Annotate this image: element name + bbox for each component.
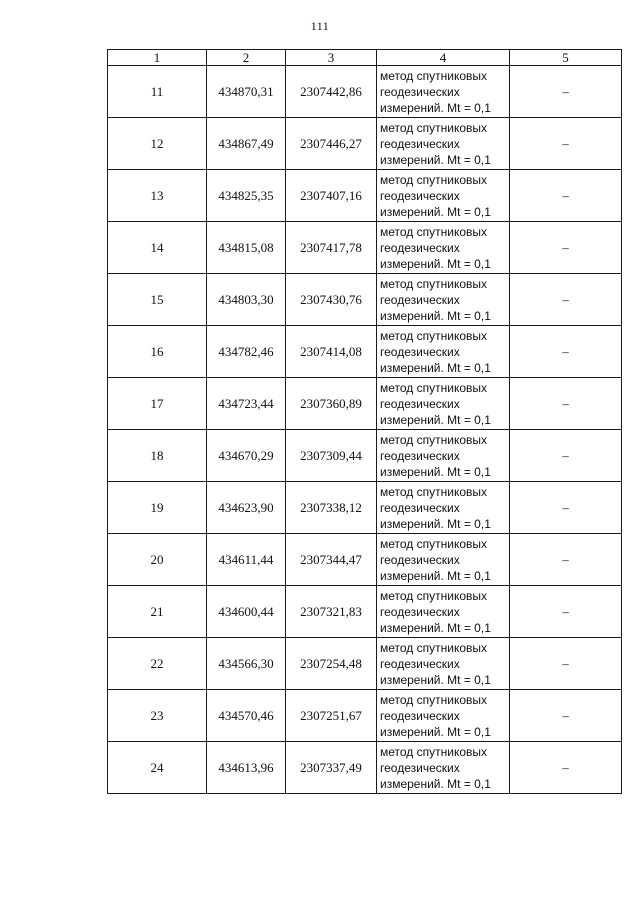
point-number-cell: 14: [108, 222, 207, 274]
table-row: [108, 742, 622, 794]
point-number-cell: 15: [108, 274, 207, 326]
method-cell: метод спутниковых геодезических измерений. Mt = 0,1: [377, 274, 510, 326]
point-number-cell: 18: [108, 430, 207, 482]
x-coordinate-cell: 434815,08: [207, 222, 286, 274]
note-cell: –: [510, 170, 622, 222]
table-row: [108, 638, 622, 690]
table-row: [108, 222, 622, 274]
column-header-4: 4: [377, 50, 510, 66]
note-cell: –: [510, 66, 622, 118]
table-row: [108, 482, 622, 534]
table-body: [108, 66, 622, 794]
y-coordinate-cell: 2307251,67: [286, 690, 377, 742]
note-cell: –: [510, 118, 622, 170]
table-row: [108, 430, 622, 482]
x-coordinate-cell: 434867,49: [207, 118, 286, 170]
y-coordinate-cell: 2307417,78: [286, 222, 377, 274]
table-row: [108, 378, 622, 430]
column-header-1: 1: [108, 50, 207, 66]
table-row: [108, 118, 622, 170]
table-row: [108, 586, 622, 638]
y-coordinate-cell: 2307414,08: [286, 326, 377, 378]
note-cell: –: [510, 690, 622, 742]
note-cell: –: [510, 638, 622, 690]
column-header-5: 5: [510, 50, 622, 66]
method-cell: метод спутниковых геодезических измерений. Mt = 0,1: [377, 534, 510, 586]
method-cell: метод спутниковых геодезических измерений. Mt = 0,1: [377, 326, 510, 378]
method-cell: метод спутниковых геодезических измерений. Mt = 0,1: [377, 66, 510, 118]
method-cell: метод спутниковых геодезических измерений. Mt = 0,1: [377, 118, 510, 170]
point-number-cell: 16: [108, 326, 207, 378]
y-coordinate-cell: 2307337,49: [286, 742, 377, 794]
table-row: [108, 274, 622, 326]
coordinates-table: [107, 49, 622, 794]
x-coordinate-cell: 434723,44: [207, 378, 286, 430]
y-coordinate-cell: 2307442,86: [286, 66, 377, 118]
point-number-cell: 11: [108, 66, 207, 118]
table-row: [108, 690, 622, 742]
method-cell: метод спутниковых геодезических измерений. Mt = 0,1: [377, 742, 510, 794]
point-number-cell: 21: [108, 586, 207, 638]
y-coordinate-cell: 2307254,48: [286, 638, 377, 690]
method-cell: метод спутниковых геодезических измерений. Mt = 0,1: [377, 222, 510, 274]
x-coordinate-cell: 434611,44: [207, 534, 286, 586]
note-cell: –: [510, 430, 622, 482]
point-number-cell: 12: [108, 118, 207, 170]
y-coordinate-cell: 2307321,83: [286, 586, 377, 638]
note-cell: –: [510, 326, 622, 378]
table-row: [108, 534, 622, 586]
x-coordinate-cell: 434825,35: [207, 170, 286, 222]
note-cell: –: [510, 534, 622, 586]
y-coordinate-cell: 2307407,16: [286, 170, 377, 222]
method-cell: метод спутниковых геодезических измерений. Mt = 0,1: [377, 690, 510, 742]
table-row: [108, 170, 622, 222]
note-cell: –: [510, 586, 622, 638]
note-cell: –: [510, 742, 622, 794]
column-header-2: 2: [207, 50, 286, 66]
point-number-cell: 19: [108, 482, 207, 534]
y-coordinate-cell: 2307446,27: [286, 118, 377, 170]
x-coordinate-cell: 434613,96: [207, 742, 286, 794]
note-cell: –: [510, 222, 622, 274]
table-row: [108, 66, 622, 118]
x-coordinate-cell: 434623,90: [207, 482, 286, 534]
x-coordinate-cell: 434566,30: [207, 638, 286, 690]
x-coordinate-cell: 434803,30: [207, 274, 286, 326]
method-cell: метод спутниковых геодезических измерений. Mt = 0,1: [377, 378, 510, 430]
note-cell: –: [510, 274, 622, 326]
method-cell: метод спутниковых геодезических измерений. Mt = 0,1: [377, 638, 510, 690]
point-number-cell: 23: [108, 690, 207, 742]
method-cell: метод спутниковых геодезических измерений. Mt = 0,1: [377, 170, 510, 222]
y-coordinate-cell: 2307338,12: [286, 482, 377, 534]
x-coordinate-cell: 434600,44: [207, 586, 286, 638]
x-coordinate-cell: 434870,31: [207, 66, 286, 118]
y-coordinate-cell: 2307360,89: [286, 378, 377, 430]
point-number-cell: 22: [108, 638, 207, 690]
y-coordinate-cell: 2307344,47: [286, 534, 377, 586]
column-header-3: 3: [286, 50, 377, 66]
method-cell: метод спутниковых геодезических измерений. Mt = 0,1: [377, 482, 510, 534]
note-cell: –: [510, 378, 622, 430]
x-coordinate-cell: 434782,46: [207, 326, 286, 378]
y-coordinate-cell: 2307430,76: [286, 274, 377, 326]
x-coordinate-cell: 434570,46: [207, 690, 286, 742]
method-cell: метод спутниковых геодезических измерений. Mt = 0,1: [377, 586, 510, 638]
x-coordinate-cell: 434670,29: [207, 430, 286, 482]
point-number-cell: 20: [108, 534, 207, 586]
point-number-cell: 13: [108, 170, 207, 222]
method-cell: метод спутниковых геодезических измерений. Mt = 0,1: [377, 430, 510, 482]
point-number-cell: 17: [108, 378, 207, 430]
note-cell: –: [510, 482, 622, 534]
y-coordinate-cell: 2307309,44: [286, 430, 377, 482]
table-row: [108, 326, 622, 378]
table-header-row: [108, 50, 622, 66]
page-number: 111: [310, 19, 330, 33]
point-number-cell: 24: [108, 742, 207, 794]
